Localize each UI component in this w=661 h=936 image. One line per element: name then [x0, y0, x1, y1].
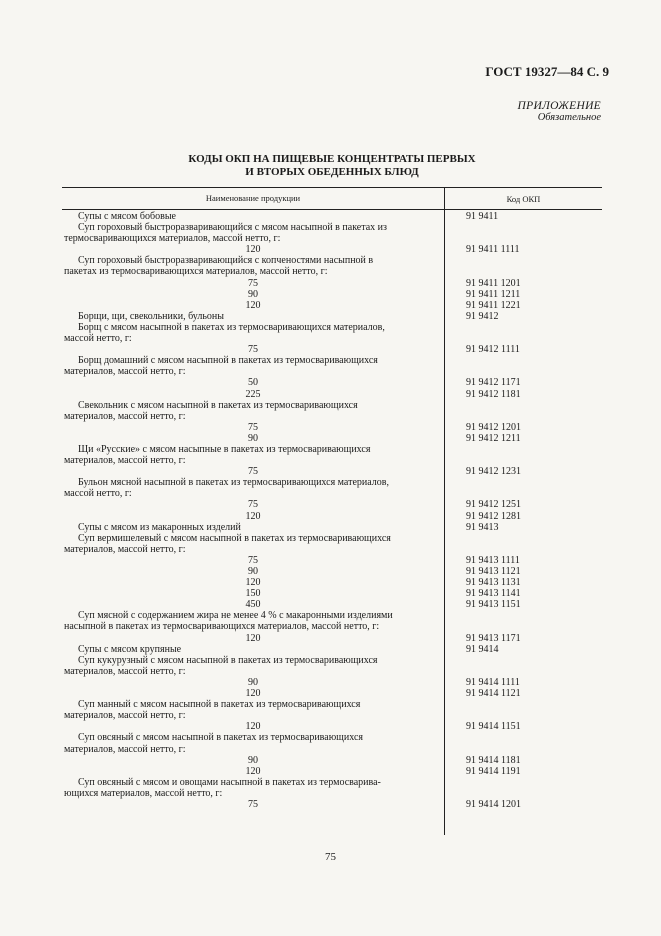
row-code — [466, 622, 602, 633]
row-weight: 450 — [245, 599, 261, 611]
table-body — [62, 210, 602, 811]
document-title — [62, 153, 602, 179]
column-header-code: Код ОКП — [506, 193, 541, 204]
row-code — [466, 223, 602, 234]
row-code — [466, 534, 602, 545]
row-code — [466, 256, 602, 267]
row-code: 91 9412 1281 — [466, 510, 521, 522]
title-line-1: КОДЫ ОКП НА ПИЩЕВЫЕ КОНЦЕНТРАТЫ ПЕРВЫХ — [188, 153, 476, 165]
row-code: 91 9411 1211 — [466, 288, 521, 300]
row-weight: 120 — [245, 632, 261, 644]
row-code — [466, 445, 602, 456]
row-code — [466, 356, 602, 367]
row-name: материалов, массой нетто, г: — [64, 410, 186, 422]
row-code: 91 9412 1251 — [466, 499, 521, 511]
row-code — [466, 700, 602, 711]
name-column — [62, 210, 444, 811]
row-weight: 75 — [248, 421, 258, 433]
row-weight: 90 — [248, 566, 258, 577]
row-name: материалов, массой нетто, г: — [64, 455, 186, 467]
row-name: Супы с мясом бобовые — [78, 211, 176, 222]
row-weight: 90 — [248, 754, 258, 766]
row-code — [466, 478, 602, 489]
row-name: насыпной в пакетах из термосваривающихся материалов, массой нетто, г: — [64, 621, 380, 633]
row-name: Супы с мясом крупяные — [78, 643, 182, 655]
row-name: Суп мясной с содержанием жира не менее 4 % с макаронными изделиями — [78, 610, 393, 622]
row-code: 91 9414 1151 — [466, 721, 521, 733]
row-weight: 120 — [245, 244, 261, 256]
row-code: 91 9414 1181 — [466, 754, 521, 766]
row-code — [466, 778, 602, 789]
row-weight: 225 — [245, 388, 261, 400]
row-name: Свекольник с мясом насыпной в пакетах из термосваривающихся — [78, 399, 358, 411]
row-name: Суп кукурузный с мясом насыпной в пакетах из термосваривающихся — [78, 654, 378, 666]
row-code: 91 9413 1141 — [466, 588, 521, 600]
row-name: Супы с мясом из макаронных изделий — [78, 521, 241, 533]
row-weight: 90 — [248, 432, 258, 444]
row-code: 91 9413 1121 — [466, 566, 521, 577]
row-name: материалов, массой нетто, г: — [64, 366, 186, 378]
row-code: 91 9413 — [466, 521, 499, 533]
row-name: Суп гороховый быстроразваривающийся с копченостями насыпной в — [78, 255, 374, 267]
row-code: 91 9411 1221 — [466, 299, 521, 311]
row-code — [466, 611, 602, 622]
row-weight: 120 — [245, 510, 261, 522]
appendix-note: Обязательное — [537, 112, 601, 123]
row-code — [466, 267, 602, 278]
row-code — [466, 412, 602, 423]
row-code: 91 9414 1121 — [466, 688, 521, 700]
row-weight: 120 — [245, 299, 261, 311]
row-name: массой нетто, г: — [64, 333, 132, 345]
row-name: Бульон мясной насыпной в пакетах из термосваривающихся материалов, — [78, 477, 390, 489]
row-weight: 120 — [245, 688, 261, 700]
row-code: 91 9412 1111 — [466, 344, 520, 356]
row-code: 91 9412 1231 — [466, 466, 521, 478]
row-code — [466, 401, 602, 412]
row-name: Борщ домашний с мясом насыпной в пакетах из термосваривающихся — [78, 355, 378, 367]
row-code: 91 9412 — [466, 310, 499, 322]
row-code: 91 9412 1201 — [466, 421, 521, 433]
row-code — [466, 545, 602, 556]
row-weight: 120 — [245, 577, 261, 589]
row-code: 91 9413 1171 — [466, 632, 521, 644]
row-name: Суп манный с мясом насыпной в пакетах из термосваривающихся — [78, 699, 361, 711]
table-header — [62, 187, 602, 210]
row-name: Суп овсяный с мясом и овощами насыпной в пакетах из термосварива- — [78, 776, 381, 788]
row-weight: 120 — [245, 765, 261, 777]
row-code — [466, 656, 602, 667]
row-code: 91 9412 1181 — [466, 388, 521, 400]
row-weight: 75 — [248, 466, 258, 478]
row-name: Борщи, щи, свекольники, бульоны — [78, 310, 224, 322]
row-code — [466, 745, 602, 756]
row-code — [466, 323, 602, 334]
row-name: материалов, массой нетто, г: — [64, 665, 186, 677]
row-name: пакетах из термосваривающихся материалов, массой нетто, г: — [64, 266, 328, 278]
row-name: материалов, массой нетто, г: — [64, 543, 186, 555]
appendix-label: ПРИЛОЖЕНИЕ — [517, 100, 601, 112]
row-code: 91 9412 1211 — [466, 432, 521, 444]
row-name: материалов, массой нетто, г: — [64, 743, 186, 755]
row-name: Суп вермишелевый с мясом насыпной в пакетах из термосваривающихся — [78, 532, 391, 544]
row-code: 91 9411 1111 — [466, 244, 520, 256]
row-code: 91 9414 1201 — [466, 798, 521, 810]
row-name: ющихся материалов, массой нетто, г: — [64, 787, 223, 799]
row-code: 91 9411 1201 — [466, 277, 521, 289]
row-name: Борщ с мясом насыпной в пакетах из термосваривающихся материалов, — [78, 321, 385, 333]
row-name: термосваривающихся материалов, массой нетто, г: — [64, 233, 281, 245]
title-line-2: И ВТОРЫХ ОБЕДЕННЫХ БЛЮД — [245, 166, 419, 178]
appendix-block — [518, 100, 601, 123]
row-name: Суп гороховый быстроразваривающийся с мясом насыпной в пакетах из — [78, 222, 387, 234]
column-header-name: Наименование продукции — [62, 188, 445, 209]
code-column — [444, 210, 602, 811]
row-code: 91 9414 1191 — [466, 765, 521, 777]
row-code — [466, 733, 602, 744]
row-name: Щи «Русские» с мясом насыпные в пакетах из термосваривающихся — [78, 443, 371, 455]
row-code: 91 9413 1131 — [466, 577, 521, 589]
row-name: массой нетто, г: — [64, 488, 132, 500]
row-name: Суп овсяный с мясом насыпной в пакетах из термосваривающихся — [78, 732, 363, 744]
row-weight: 120 — [245, 721, 261, 733]
row-weight: 90 — [248, 676, 258, 688]
row-weight: 75 — [248, 277, 258, 289]
row-weight: 75 — [248, 798, 258, 810]
row-weight: 150 — [245, 588, 261, 600]
row-name: материалов, массой нетто, г: — [64, 710, 186, 722]
row-code: 91 9413 1111 — [466, 554, 520, 566]
row-code: 91 9411 — [466, 211, 499, 222]
page-number: 75 — [325, 851, 336, 863]
row-weight: 75 — [248, 499, 258, 511]
okp-codes-table — [62, 187, 602, 811]
row-weight: 50 — [248, 377, 258, 389]
row-code: 91 9412 1171 — [466, 377, 521, 389]
row-code: 91 9413 1151 — [466, 599, 521, 611]
row-weight: 75 — [248, 344, 258, 356]
row-weight: 75 — [248, 554, 258, 566]
document-header: ГОСТ 19327—84 С. 9 — [485, 64, 609, 79]
row-code: 91 9414 — [466, 643, 499, 655]
row-weight: 90 — [248, 288, 258, 300]
row-code: 91 9414 1111 — [466, 676, 520, 688]
